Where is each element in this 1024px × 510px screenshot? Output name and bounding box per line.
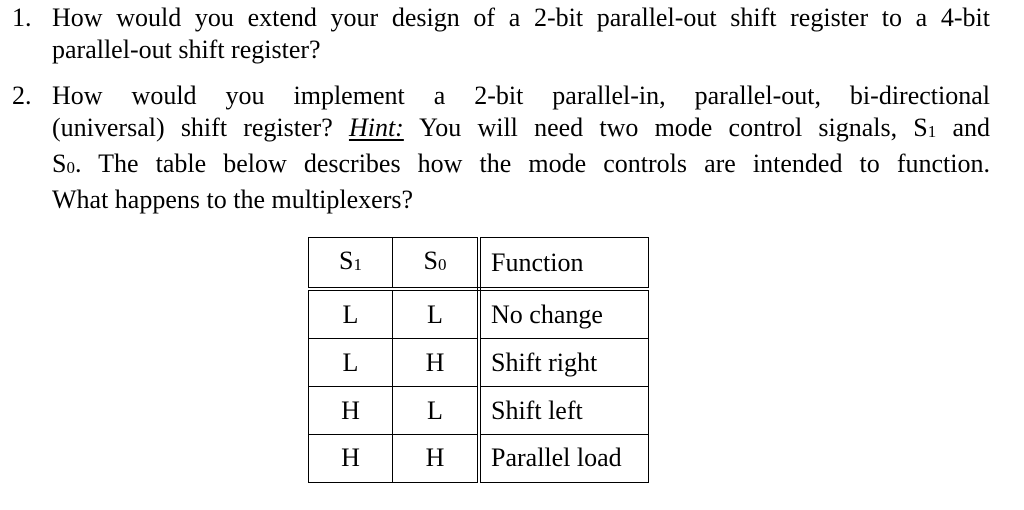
s0-cell: L: [393, 387, 480, 435]
question-line: [52, 148, 990, 184]
subscript: 1: [927, 122, 937, 141]
question-2: [12, 80, 990, 216]
table-row: [309, 289, 649, 339]
question-fragment: . The table below describes how the mode controls are intended to function.: [74, 149, 990, 178]
hint-label: Hint:: [348, 113, 404, 142]
header-s1: [309, 238, 393, 290]
s1-cell: L: [309, 289, 393, 339]
question-line: What happens to the multiplexers?: [52, 185, 414, 214]
function-cell: Shift right: [479, 339, 649, 387]
question-line: [52, 112, 990, 148]
s0-cell: H: [393, 434, 480, 482]
table-row: [309, 339, 649, 387]
function-cell: No change: [479, 289, 649, 339]
s1-cell: L: [309, 339, 393, 387]
question-1: [12, 2, 990, 66]
s1-cell: H: [309, 434, 393, 482]
question-number: 2.: [12, 81, 32, 110]
s0-cell: L: [393, 289, 480, 339]
header-base: S: [339, 245, 354, 275]
s1-cell: H: [309, 387, 393, 435]
subscript: 0: [437, 254, 447, 274]
mode-control-table: [308, 237, 649, 483]
table-row: [309, 387, 649, 435]
table-header-row: [309, 238, 649, 290]
header-base: S: [423, 245, 438, 275]
header-s0: [393, 238, 480, 290]
question-line: How would you implement a 2-bit parallel-in, parallel-out, bi-directional: [52, 81, 990, 110]
s0-cell: H: [393, 339, 480, 387]
subscript: 0: [66, 158, 75, 177]
function-cell: Shift left: [479, 387, 649, 435]
question-text: [52, 80, 990, 216]
question-fragment: and: [952, 113, 990, 142]
table-row: [309, 434, 649, 482]
question-number: 1.: [12, 3, 32, 32]
question-fragment: S: [52, 149, 67, 178]
question-fragment: (universal) shift register?: [52, 113, 333, 142]
question-line: parallel-out shift register?: [52, 35, 321, 64]
subscript: 1: [353, 254, 362, 274]
header-function: Function: [479, 238, 649, 290]
question-text: [52, 2, 990, 66]
function-cell: Parallel load: [479, 434, 649, 482]
question-line: How would you extend your design of a 2-bit parallel-out shift register to a 4-bit: [52, 3, 990, 32]
question-fragment: You will need two mode control signals, S: [419, 113, 928, 142]
